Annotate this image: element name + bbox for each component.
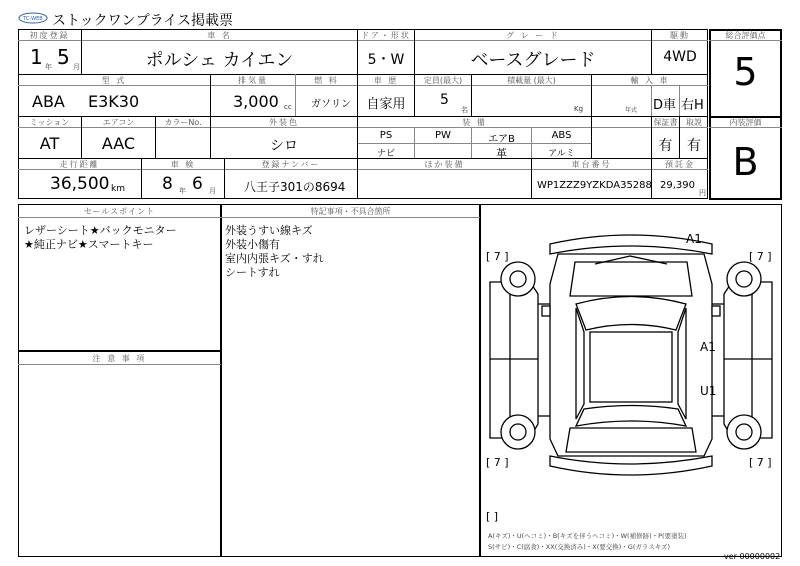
header-model: 型 式 <box>101 76 127 85</box>
overall-rating: 5 <box>733 50 758 94</box>
equip-abs: ABS <box>551 130 572 141</box>
manual: 有 <box>687 138 701 154</box>
displacement-unit: cc <box>284 103 292 111</box>
equip-ps: PS <box>379 130 393 141</box>
doors-shape: 5・W <box>367 52 405 68</box>
header-load: 積載量 (最大) <box>507 76 556 85</box>
remark-line-2: 外装小傷有 <box>225 238 280 251</box>
diagram-mark-empty: [ ] <box>486 510 499 523</box>
interior-rating-label: 内装評価 <box>729 118 762 127</box>
header-equipment: 装 備 <box>462 118 487 127</box>
plate: 八王子301の8694 <box>244 180 346 194</box>
equip-airbag: エアB <box>488 134 515 145</box>
logo-text: TC-WEB <box>23 16 43 22</box>
notes-box <box>18 351 221 557</box>
legend-line-1: A(キズ)・U(ヘコミ)・B(キズを伴うヘコミ)・W(補修跡)・P(要塗装) <box>488 532 687 540</box>
sales-points-label: セールスポイント <box>83 207 156 216</box>
remarks-label: 特記事項・不具合箇所 <box>310 207 391 216</box>
diagram-mark-bottom-left: [ 7 ] <box>486 456 509 469</box>
version-label: ver 00000002 <box>724 552 781 561</box>
equip-alloy: アルミ <box>548 149 575 159</box>
car-name: ポルシェ カイエン <box>145 50 294 71</box>
import-handle: 右H <box>681 98 704 113</box>
mission: AT <box>39 134 60 153</box>
drive: 4WD <box>663 49 697 65</box>
header-import: 輸 入 車 <box>630 76 670 85</box>
header-inspection: 車 検 <box>170 160 196 169</box>
header-manual: 取説 <box>686 118 702 127</box>
header-car-name: 車 名 <box>207 31 232 40</box>
logo <box>18 10 48 24</box>
header-chassis: 車台番号 <box>571 160 612 169</box>
first-reg-year-unit: 年 <box>45 63 52 71</box>
inspection-year-unit: 年 <box>179 187 186 195</box>
grade: ベースグレード <box>470 50 596 71</box>
legend-line-2: S(サビ)・C(腐食)・XX(交換済み)・X(要交換)・G(ガラスキズ) <box>488 543 671 551</box>
header-fuel: 燃 料 <box>314 76 339 85</box>
header-history: 車 歴 <box>373 76 399 85</box>
diagram-mark-top-right: [ 7 ] <box>749 250 772 263</box>
fuel: ガソリン <box>311 99 351 110</box>
remark-line-4: シートすれ <box>225 266 280 279</box>
remark-line-1: 外装うすい線キズ <box>225 224 313 237</box>
interior-rating: B <box>732 140 759 184</box>
header-mileage: 走行距離 <box>59 160 100 169</box>
header-aircon: エアコン <box>102 118 135 127</box>
equip-navi: ナビ <box>376 149 395 159</box>
sales-point-line-2: ★純正ナビ★スマートキー <box>24 238 154 251</box>
diagram-mark-u1: U1 <box>700 384 717 398</box>
car-diagram <box>480 204 782 534</box>
diagram-mark-top-left: [ 7 ] <box>486 250 509 263</box>
header-drive: 駆動 <box>670 31 690 40</box>
diagram-mark-a1-top: A1 <box>686 232 702 246</box>
header-first-reg: 初度登録 <box>29 31 70 40</box>
header-color-no: カラーNo. <box>164 118 202 127</box>
sales-point-line-1: レザーシート★バックモニター <box>24 224 177 237</box>
header-doors-shape: ドア・形状 <box>361 31 411 40</box>
header-plate: 登録ナンバー <box>261 160 321 169</box>
chassis: WP1ZZZ9YZKDA35288 <box>537 180 652 191</box>
first-reg-year: 1 <box>30 45 43 69</box>
header-exterior-color: 外装色 <box>269 118 299 127</box>
header-grade: グ レ ー ド <box>506 31 560 40</box>
notes-label: 注 意 事 項 <box>92 354 147 363</box>
history: 自家用 <box>366 97 406 112</box>
deposit: 29,390 <box>660 180 695 191</box>
import-dealer: D車 <box>653 98 677 113</box>
model-prefix: ABA <box>32 92 65 111</box>
first-reg-month-unit: 月 <box>73 63 80 71</box>
diagram-mark-bottom-right: [ 7 ] <box>749 456 772 469</box>
capacity: 5 <box>440 92 449 108</box>
diagram-mark-a1-mid: A1 <box>700 340 716 354</box>
deposit-unit: 円 <box>699 189 706 197</box>
inspection-year: 8 <box>162 174 173 194</box>
warranty: 有 <box>658 138 673 154</box>
mileage: 36,500 <box>50 174 110 194</box>
header-mission: ミッション <box>29 118 70 127</box>
first-reg-month: 5 <box>57 45 70 69</box>
remark-line-3: 室内内張キズ・すれ <box>225 252 324 265</box>
header-other-equip: ほか装備 <box>424 160 465 169</box>
import-model-year: 年式 <box>625 107 638 114</box>
exterior-color: シロ <box>270 138 298 154</box>
displacement: 3,000 <box>233 92 279 111</box>
model: E3K30 <box>88 92 140 111</box>
load-unit: Kg <box>574 105 584 113</box>
header-capacity: 定員(最大) <box>423 76 463 85</box>
page-title: ストックワンプライス掲載票 <box>52 13 234 29</box>
header-deposit: 預託金 <box>665 160 695 169</box>
equip-pw: PW <box>435 130 451 141</box>
header-warranty: 保証書 <box>653 118 678 127</box>
inspection-month: 6 <box>192 174 203 194</box>
inspection-month-unit: 月 <box>209 187 216 195</box>
equip-leather: 革 <box>496 147 507 160</box>
capacity-unit: 名 <box>461 106 468 114</box>
aircon: AAC <box>101 134 136 153</box>
overall-rating-label: 総合評価点 <box>725 31 766 40</box>
header-displacement: 排気量 <box>238 76 268 85</box>
mileage-unit: km <box>111 184 125 194</box>
